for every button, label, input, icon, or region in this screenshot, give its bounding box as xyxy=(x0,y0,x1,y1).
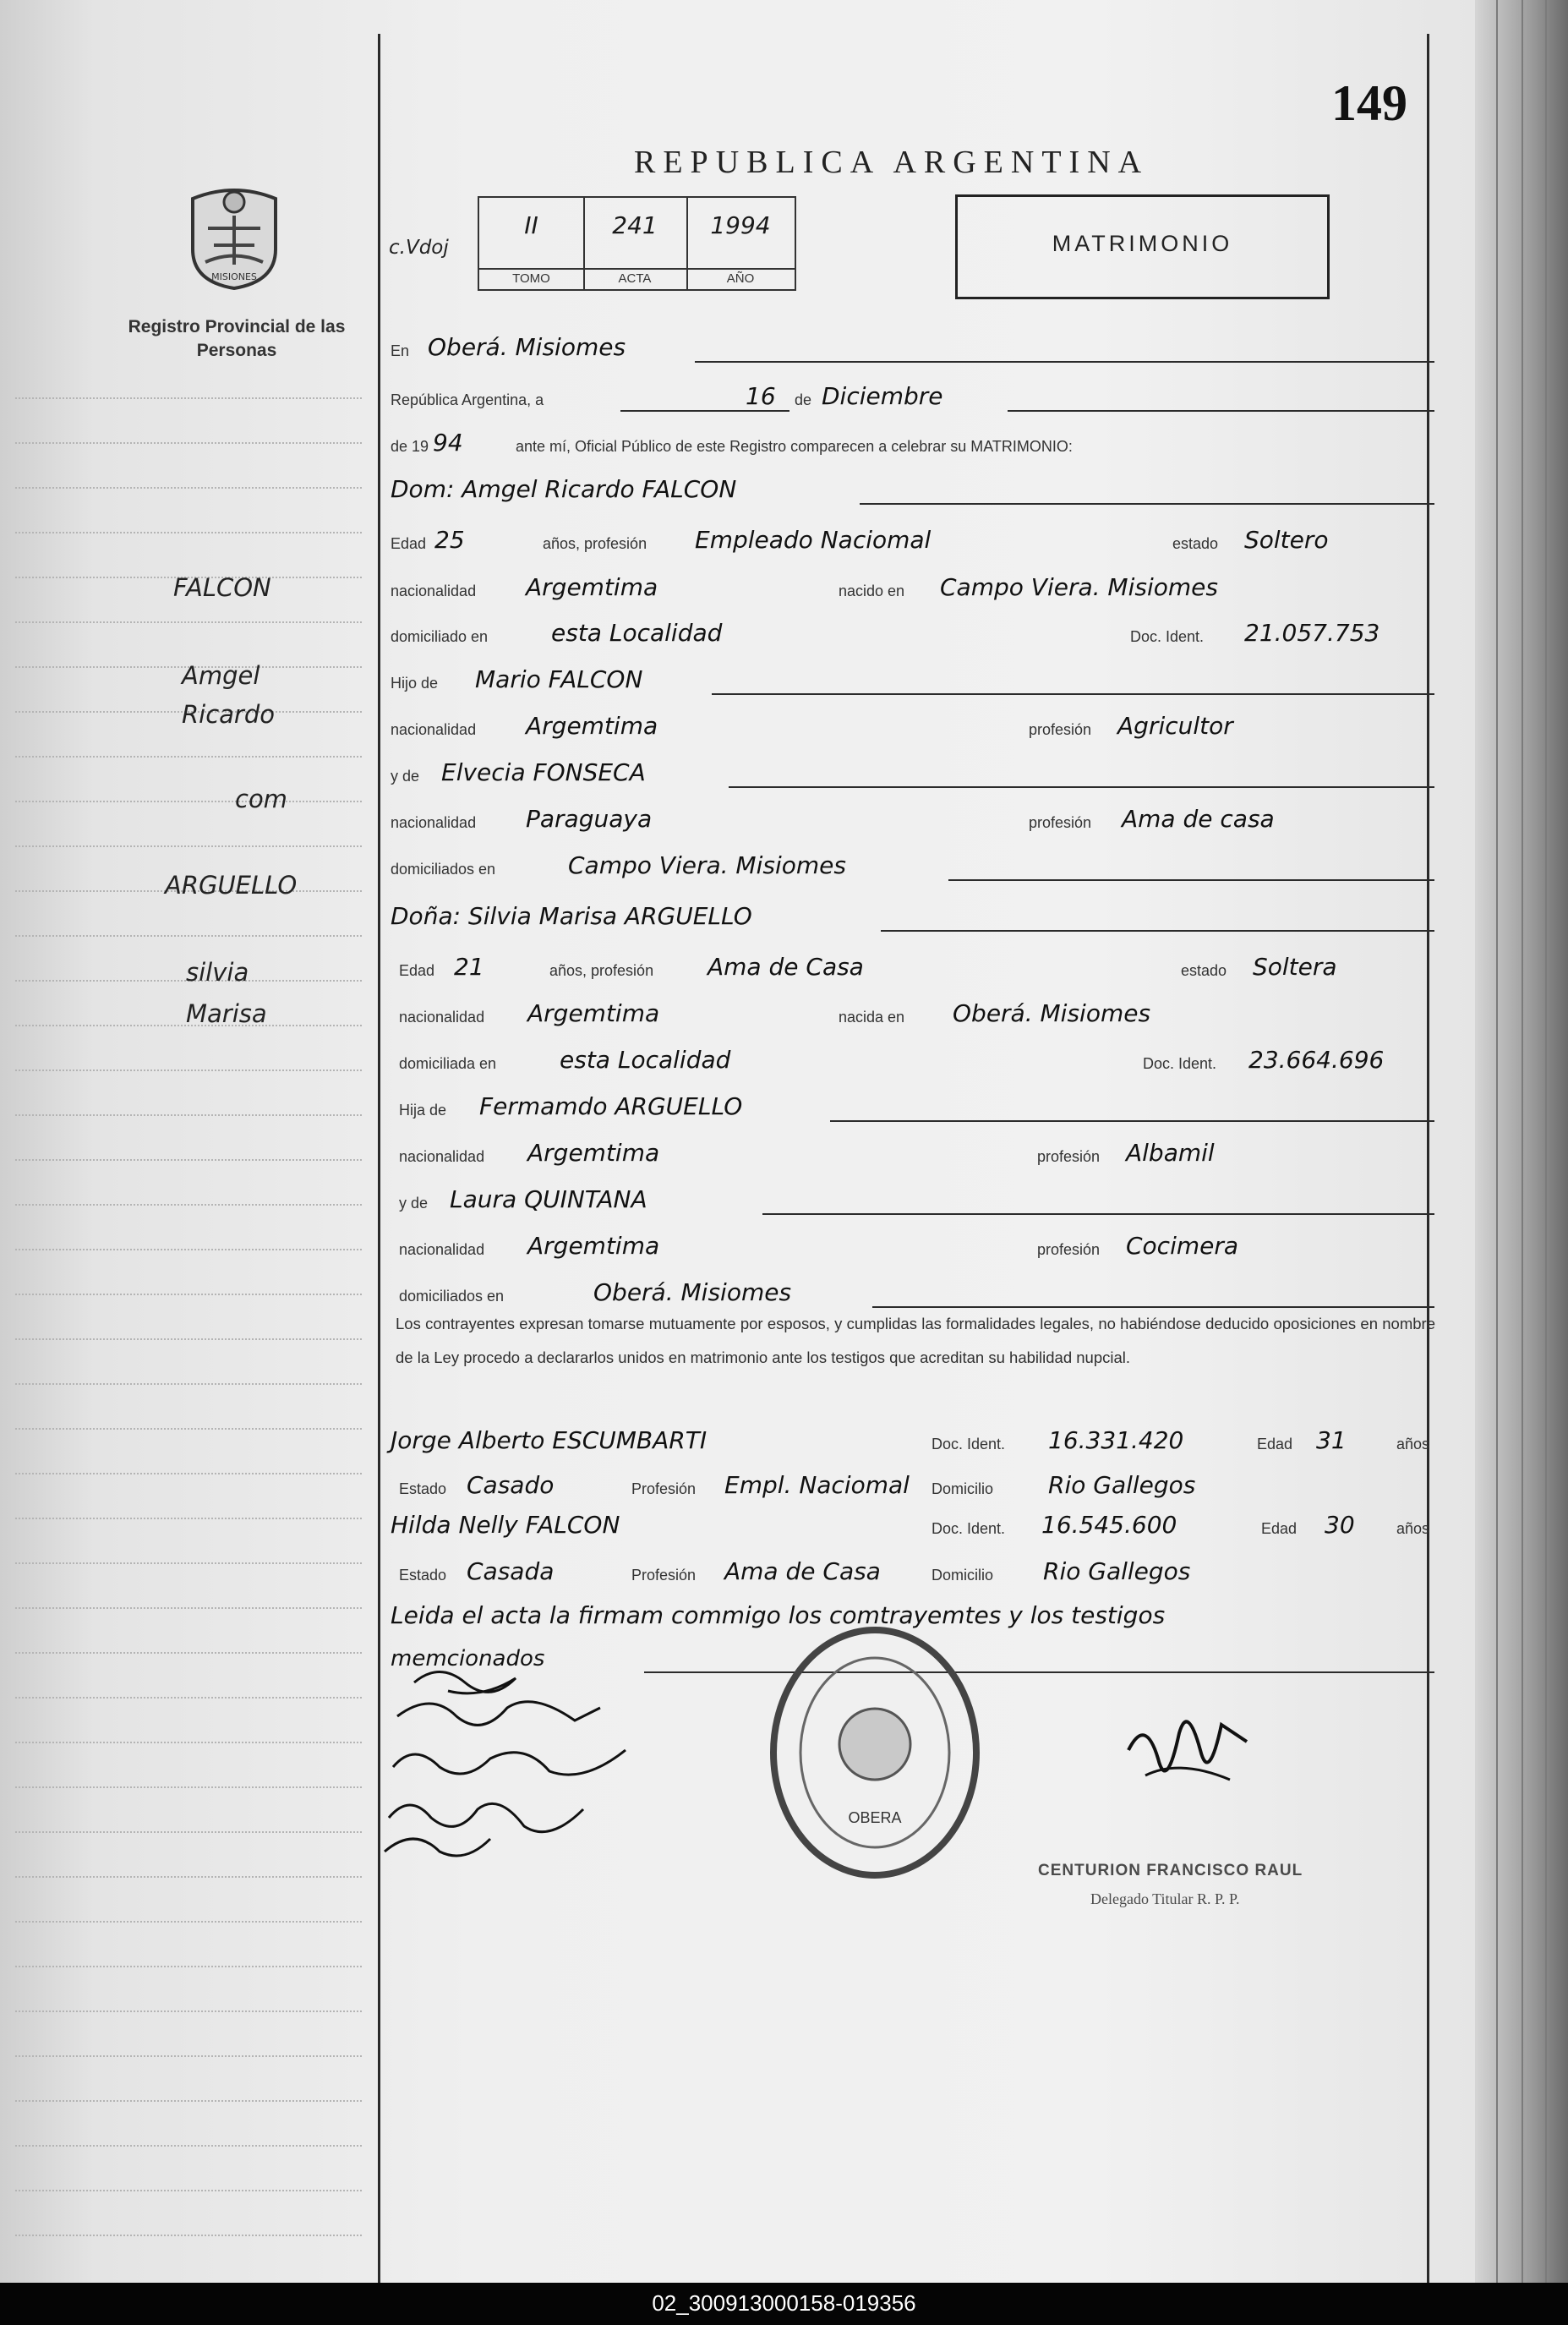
label-nacionalidad: nacionalidad xyxy=(399,1009,485,1026)
bride-birthplace: Oberá. Misiomes xyxy=(953,999,1151,1027)
margin-rule-line xyxy=(15,1607,362,1609)
margin-rule-line xyxy=(15,487,362,489)
groom-father-nationality-line xyxy=(391,710,1434,744)
groom-mother: Elvecia FONSECA xyxy=(441,758,646,786)
bride-age: 21 xyxy=(454,953,484,981)
label-edad: Edad xyxy=(391,535,427,552)
crest-motto: MISIONES xyxy=(211,271,257,282)
label-edad: Edad xyxy=(1261,1520,1298,1537)
margin-rule-line xyxy=(15,2010,362,2012)
margin-rule-line xyxy=(15,756,362,758)
witness-1-age: 31 xyxy=(1316,1426,1347,1454)
label-doc: Doc. Ident. xyxy=(1143,1055,1217,1072)
anio-value: 1994 xyxy=(710,211,771,239)
label-profesion: profesión xyxy=(1029,814,1092,831)
year-prefix: de 19 xyxy=(391,438,429,455)
label-hijo: Hijo de xyxy=(391,675,439,692)
margin-rule-line xyxy=(15,801,362,802)
witness-2-civil-status: Casada xyxy=(467,1557,555,1585)
margin-rule-line xyxy=(15,1204,362,1206)
label-profesion: Profesión xyxy=(631,1567,697,1584)
groom-mother-nationality: Paraguaya xyxy=(526,805,653,833)
tomo-value: II xyxy=(524,211,538,239)
witness-2-age: 30 xyxy=(1325,1511,1355,1539)
label-estado: estado xyxy=(1181,962,1227,979)
margin-rule-line xyxy=(15,935,362,937)
margin-rule-line xyxy=(15,2100,362,2102)
bride-domicile-line xyxy=(391,1044,1434,1078)
image-id-footer: 02_300913000158-019356 xyxy=(652,2290,916,2316)
label-domiciliada: domiciliada en xyxy=(399,1055,497,1072)
margin-rule-line xyxy=(15,1921,362,1923)
label-nacionalidad: nacionalidad xyxy=(391,814,477,831)
parties-signatures xyxy=(380,1657,659,1868)
label-nacionalidad: nacionalidad xyxy=(399,1148,485,1165)
bride-nationality-line xyxy=(391,998,1434,1031)
label-domiciliados: domiciliados en xyxy=(391,861,496,878)
witness-2-doc: 16.545.600 xyxy=(1041,1511,1177,1539)
page-number: 149 xyxy=(1331,75,1407,131)
acta-label: ACTA xyxy=(583,268,686,286)
groom-father: Mario FALCON xyxy=(475,665,643,693)
margin-rule-line xyxy=(15,1249,362,1250)
place-value: Oberá. Misiomes xyxy=(428,333,626,361)
bride-father-line xyxy=(391,1091,1434,1124)
groom-father-line xyxy=(391,664,1434,698)
margin-rule-line xyxy=(15,1428,362,1430)
year-value: 94 xyxy=(433,429,463,457)
margin-rule-line xyxy=(15,1518,362,1519)
bride-civil-status: Soltera xyxy=(1253,953,1337,981)
witness-2-name: Hilda Nelly FALCON xyxy=(391,1511,620,1539)
witness-1-status-line xyxy=(391,1469,1434,1503)
label-estado: Estado xyxy=(399,1567,447,1584)
margin-rule-line xyxy=(15,442,362,444)
label-doc: Doc. Ident. xyxy=(932,1520,1006,1537)
label-domiciliado: domiciliado en xyxy=(391,628,489,645)
appearance-text: ante mí, Oficial Público de este Registro comparecen a celebrar su MATRIMONIO: xyxy=(516,438,1073,455)
bride-parents-domicile-line xyxy=(391,1277,1434,1310)
label-nacionalidad: nacionalidad xyxy=(391,721,477,738)
groom-mother-line xyxy=(391,757,1434,790)
witness-1-line xyxy=(391,1425,1434,1458)
label-estado: Estado xyxy=(399,1480,447,1497)
groom-mother-nationality-line xyxy=(391,803,1434,837)
label-anos-profesion: años, profesión xyxy=(543,535,647,552)
witness-2-domicile: Rio Gallegos xyxy=(1043,1557,1191,1585)
margin-groom-surname: FALCON xyxy=(173,573,271,602)
groom-age: 25 xyxy=(434,526,465,554)
label-republica: República Argentina, a xyxy=(391,391,544,408)
place-line xyxy=(391,331,1434,365)
label-nacionalidad: nacionalidad xyxy=(399,1241,485,1258)
margin-bride-name-2: Marisa xyxy=(186,999,267,1028)
groom-name-line xyxy=(391,473,1434,507)
year-line xyxy=(391,427,1434,461)
groom-father-nationality: Argemtima xyxy=(526,712,658,740)
country-heading: REPUBLICA ARGENTINA xyxy=(634,145,1150,180)
margin-rule-line xyxy=(15,2190,362,2191)
margin-bride-surname: ARGUELLO xyxy=(165,871,298,900)
margin-rule-line xyxy=(15,1562,362,1564)
bride-father-nationality-line xyxy=(391,1137,1434,1171)
label-y-de: y de xyxy=(391,768,420,785)
bride-parents-domicile: Oberá. Misiomes xyxy=(593,1278,792,1306)
label-anos: años xyxy=(1396,1436,1430,1452)
closing-text-1: Leida el acta la firmam commigo los comtrayemtes y los testigos xyxy=(391,1601,1166,1629)
witness-2-line xyxy=(391,1509,1434,1543)
day-value: 16 xyxy=(746,382,776,410)
label-profesion: profesión xyxy=(1037,1241,1101,1258)
acta-value: 241 xyxy=(612,211,658,239)
groom-civil-status: Soltero xyxy=(1244,526,1329,554)
official-signature xyxy=(1120,1699,1255,1818)
margin-rule-line xyxy=(15,397,362,399)
groom-nationality: Argemtima xyxy=(526,573,658,601)
book-reference: c.Vdoj xyxy=(389,237,449,259)
act-type: MATRIMONIO xyxy=(1052,231,1233,256)
label-estado: estado xyxy=(1172,535,1219,552)
bride-name-line xyxy=(391,900,1434,934)
margin-rule-line xyxy=(15,1786,362,1788)
groom-nationality-line xyxy=(391,572,1434,605)
margin-rule-line xyxy=(15,1383,362,1385)
official-name: CENTURION FRANCISCO RAUL xyxy=(1038,1862,1303,1879)
margin-rule-line xyxy=(15,845,362,847)
margin-rule-line xyxy=(15,1831,362,1833)
margin-groom-name-2: Ricardo xyxy=(182,700,275,729)
margin-rule-line xyxy=(15,1652,362,1654)
margin-rule-line xyxy=(15,1966,362,1967)
groom-birthplace: Campo Viera. Misiomes xyxy=(940,573,1218,601)
margin-rule-line xyxy=(15,2235,362,2236)
label-nacido: nacido en xyxy=(839,583,905,599)
label-profesion: Profesión xyxy=(631,1480,697,1497)
bride-age-line xyxy=(391,951,1434,985)
spine-edge xyxy=(1545,0,1547,2283)
margin-groom-name-1: Amgel xyxy=(182,661,260,690)
bride-father-profession: Albamil xyxy=(1126,1139,1215,1167)
spine-edge xyxy=(1522,0,1523,2283)
month-value: Diciembre xyxy=(822,382,943,410)
act-type-box xyxy=(955,194,1330,299)
margin-connector: com xyxy=(235,785,287,813)
official-title: Delegado Titular R. P. P. xyxy=(1090,1890,1240,1907)
margin-rule-line xyxy=(15,1159,362,1161)
margin-bride-name-1: silvia xyxy=(186,958,249,987)
margin-rule-line xyxy=(15,2055,362,2057)
margin-rule xyxy=(378,34,380,2283)
bride-father: Fermamdo ARGUELLO xyxy=(479,1092,743,1120)
bride-father-nationality: Argemtima xyxy=(527,1139,660,1167)
groom-mother-profession: Ama de casa xyxy=(1122,805,1275,833)
bride-doc: 23.664.696 xyxy=(1248,1046,1385,1074)
anio-label: AÑO xyxy=(686,268,795,286)
marriage-declaration: Los contrayentes expresan tomarse mutuamente por esposos, y cumplidas las formalidades legales, no habiéndose deducido oposiciones en nombre de la Ley procedo a declararlos unidos en matrimonio ante los testigos que acreditan su habilidad nupcial. xyxy=(396,1315,1435,1366)
margin-rule-line xyxy=(15,1742,362,1743)
bride-mother: Laura QUINTANA xyxy=(450,1185,647,1213)
margin-rule-line xyxy=(15,1114,362,1116)
margin-rule-line xyxy=(15,1697,362,1699)
bride-mother-nationality-line xyxy=(391,1230,1434,1264)
witness-1-domicile: Rio Gallegos xyxy=(1048,1471,1196,1499)
margin-rule-line xyxy=(15,1070,362,1071)
bride-domicile: esta Localidad xyxy=(560,1046,731,1074)
bride-nationality: Argemtima xyxy=(527,999,660,1027)
witness-1-doc: 16.331.420 xyxy=(1048,1426,1184,1454)
tomo-cell xyxy=(479,198,585,289)
bride-mother-profession: Cocimera xyxy=(1126,1232,1239,1260)
witness-1-profession: Empl. Naciomal xyxy=(724,1471,910,1499)
witness-1-name: Jorge Alberto ESCUMBARTI xyxy=(391,1426,708,1454)
provincial-crest-icon xyxy=(184,182,284,290)
witness-2-profession: Ama de Casa xyxy=(724,1557,881,1585)
label-de: de xyxy=(795,391,812,408)
date-line xyxy=(391,380,1434,414)
margin-rule-line xyxy=(15,2145,362,2147)
label-nacida: nacida en xyxy=(839,1009,905,1026)
spine-edge xyxy=(1496,0,1498,2283)
label-nacionalidad: nacionalidad xyxy=(391,583,477,599)
tomo-label: TOMO xyxy=(479,268,583,286)
groom-father-profession: Agricultor xyxy=(1117,712,1233,740)
acta-cell xyxy=(583,198,688,289)
witness-2-status-line xyxy=(391,1556,1434,1589)
label-profesion: profesión xyxy=(1029,721,1092,738)
witness-1-civil-status: Casado xyxy=(467,1471,555,1499)
closing-text-2: memcionados xyxy=(391,1646,545,1671)
registry-name: Registro Provincial de las Personas xyxy=(128,317,346,360)
groom-age-line xyxy=(391,524,1434,558)
label-en: En xyxy=(391,342,410,359)
label-doc: Doc. Ident. xyxy=(932,1436,1006,1452)
margin-rule-line xyxy=(15,1294,362,1295)
label-edad: Edad xyxy=(1257,1436,1293,1452)
bride-mother-line xyxy=(391,1184,1434,1217)
label-y-de: y de xyxy=(399,1195,429,1212)
margin-rule-line xyxy=(15,532,362,533)
margin-rule-line xyxy=(15,1876,362,1878)
bride-name: Doña: Silvia Marisa ARGUELLO xyxy=(391,902,752,930)
groom-parents-domicile-line xyxy=(391,850,1434,884)
groom-domicile: esta Localidad xyxy=(551,619,723,647)
label-doc: Doc. Ident. xyxy=(1130,628,1205,645)
groom-domicile-line xyxy=(391,617,1434,651)
label-anos-profesion: años, profesión xyxy=(549,962,654,979)
groom-profession: Empleado Naciomal xyxy=(695,526,932,554)
groom-name: Dom: Amgel Ricardo FALCON xyxy=(391,475,737,503)
margin-rule-line xyxy=(15,1473,362,1474)
label-domicilio: Domicilio xyxy=(932,1480,994,1497)
seal-text: OBERA xyxy=(848,1809,902,1826)
volume-act-year-box xyxy=(478,196,796,291)
label-anos: años xyxy=(1396,1520,1430,1537)
label-edad: Edad xyxy=(399,962,435,979)
anio-cell xyxy=(686,198,795,289)
margin-rule-line xyxy=(15,1338,362,1340)
bride-profession: Ama de Casa xyxy=(708,953,864,981)
bride-mother-nationality: Argemtima xyxy=(527,1232,660,1260)
label-domiciliados: domiciliados en xyxy=(399,1288,505,1305)
label-profesion: profesión xyxy=(1037,1148,1101,1165)
label-hija: Hija de xyxy=(399,1102,447,1119)
groom-parents-domicile: Campo Viera. Misiomes xyxy=(568,851,846,879)
label-domicilio: Domicilio xyxy=(932,1567,994,1584)
groom-doc: 21.057.753 xyxy=(1244,619,1380,647)
official-seal xyxy=(765,1622,985,1884)
margin-rule-line xyxy=(15,621,362,623)
